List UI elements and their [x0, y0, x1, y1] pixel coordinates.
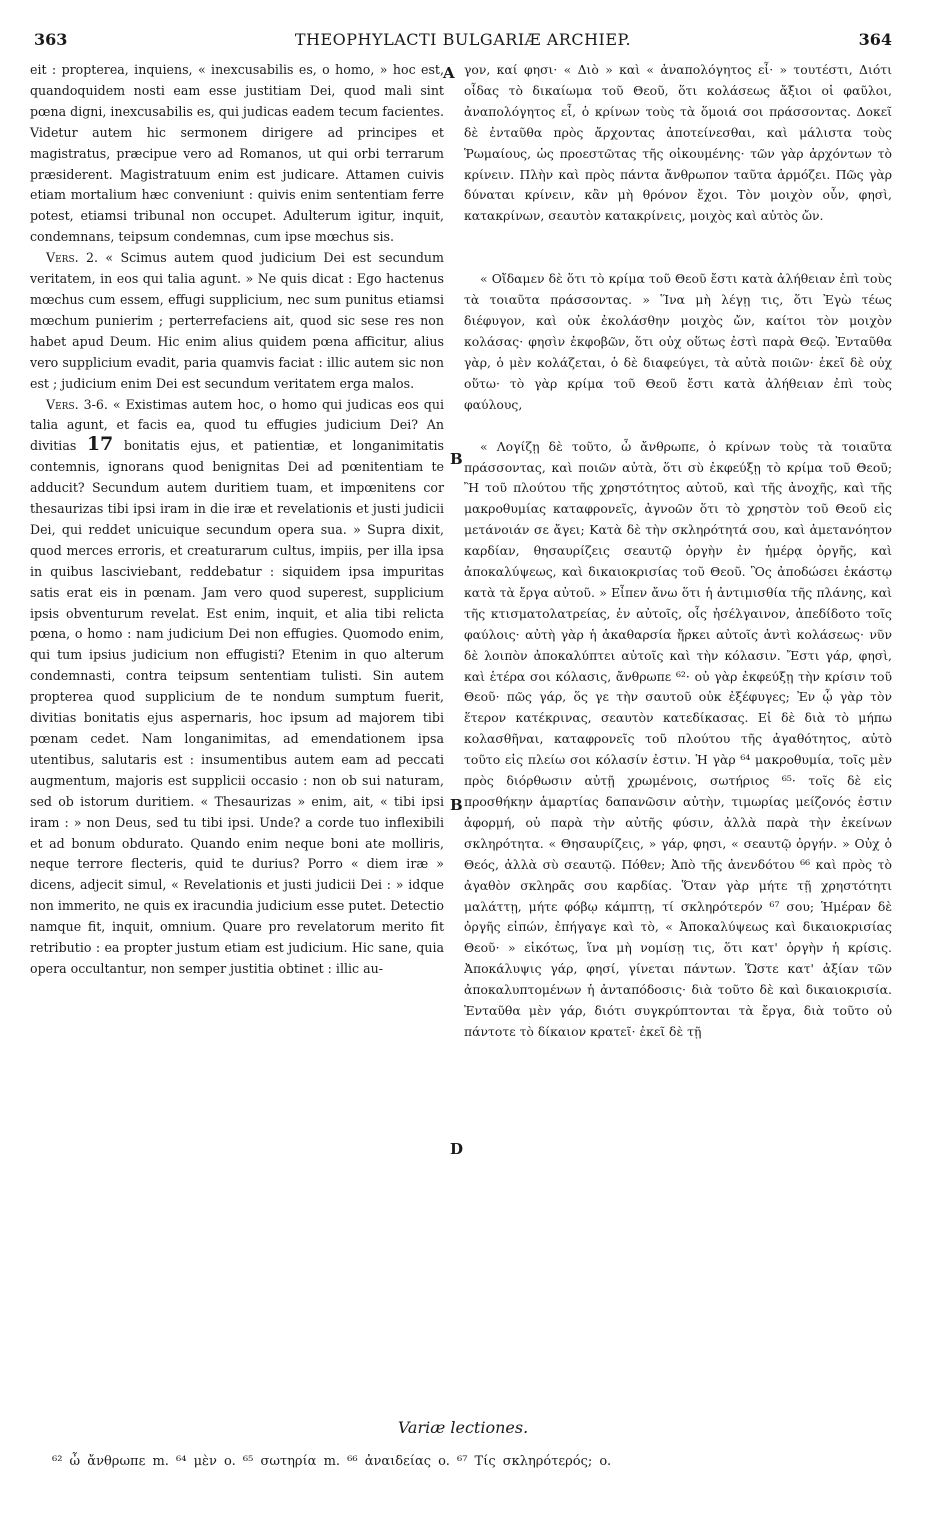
margin-marker-b: B: [450, 450, 463, 468]
paragraph-gap: [464, 416, 892, 437]
page: [30, 28, 896, 1518]
running-title: THEOPHYLACTI BULGARIÆ ARCHIEP.: [294, 30, 632, 49]
running-head: [30, 28, 896, 56]
column-number: 17: [86, 433, 114, 456]
greek-paragraph: « Λογίζῃ δὲ τοῦτο, ὦ ἄνθρωπε, ὁ κρίνων τοὺς τὰ τοιαῦτα πράσσοντας, καὶ ποιῶν αὐτὰ, ὅτι σὺ ἐκφεύξῃ τὸ κρίμα τοῦ Θεοῦ; Ἢ τοῦ πλούτου τῆς χρηστότητος αὐτοῦ, καὶ τῆς ἀνοχῆς, καὶ τῆς μακροθυμίας καταφρονεῖς, ἀγνοῶν ὅτι τὸ χρηστὸν τοῦ Θεοῦ εἰς μετάνοιάν σε ἄγει; Κατὰ δὲ τὴν σκληρότητά σου, καὶ ἀμετανόητον καρδίαν, θησαυρίζεις σεαυτῷ ὀργὴν ἐν ἡμέρᾳ ὀργῆς, καὶ ἀποκαλύψεως, καὶ δικαιοκρισίας τοῦ Θεοῦ. Ὃς ἀποδώσει ἑκάστῳ κατὰ τὰ ἔργα αὐτοῦ. » Εἶπεν ἄνω ὅτι ἡ ἀντιμισθία τῆς πλάνης, καὶ τῆς κτισματολατρείας, ἐν αὐτοῖς, οἷς ἠσέλγαινον, ἀπεδίδοτο τοῖς φαύλοις· αὐτὴ γὰρ ἡ ἀκαθαρσία ἤρκει αὐτοῖς ἀντὶ κολάσεως· νῦν δὲ λοιπὸν ἀποκαλύπτει αὐτοῖς καὶ τὴν κόλασιν. Ἔστι γάρ, φησὶ, καὶ ἑτέρα σοι κόλασις, ἄνθρωπε ⁶²· οὐ γὰρ ἐκφεύξῃ τὴν κρίσιν τοῦ Θεοῦ· πῶς γάρ, ὅς γε τὴν σαυτοῦ οὐκ ἐξέφυγες; Ἐν ᾧ γὰρ τὸν ἕτερον κατέκρινας, σεαυτὸν κατεδίκασας. Εἰ δὲ διὰ τὸ μήπω κολασθῆναι, καταφρονεῖς τοῦ πλούτου τῆς ἀγαθότητος, αὐτὸ τοῦτο εἰς πλείω σοι κόλασίν ἐστιν. Ἡ γὰρ ⁶⁴ μακροθυμία, τοῖς μὲν πρὸς διόρθωσιν αὐτῇ χρωμένοις, σωτήριος ⁶⁵· τοῖς δὲ εἰς προσθήκην ἁμαρτίας δαπανῶσιν αὐτὴν, τιμωρίας μείζονός ἐστιν ἀφορμή, οὐ παρὰ τὴν αὐτῆς φύσιν, ἀλλὰ παρὰ τὴν ἐκείνων σκληρότητα. « Θησαυρίζεις, » γάρ, φησι, « σεαυτῷ ὀργήν. » Οὐχ ὁ Θεός, ἀλλὰ σὺ σεαυτῷ. Πόθεν; Ἀπὸ τῆς ἀνενδότου ⁶⁶ καὶ πρὸς τὸ ἀγαθὸν σκληρᾶς σου καρδίας. Ὅταν γὰρ μήτε τῇ χρηστότητι μαλάττῃ, μήτε φόβῳ κάμπτῃ, τί σκληρότερόν ⁶⁷ σου; Ἡμέραν δὲ ὀργῆς εἰπών, ἐπήγαγε καὶ τὸ, « Ἀποκαλύψεως καὶ δικαιοκρισίας Θεοῦ· » εἰκότως, ἵνα μὴ νομίσῃ τις, ὅτι κατ' ὀργὴν ἡ κρίσις. Ἀποκάλυψις γάρ, φησί, γίνεται πάντων. Ὥστε κατ' ἀξίαν τῶν ἀποκαλυπτομένων ἡ ἀνταπόδοσις· διὰ τοῦτο δὲ καὶ δικαιοκρισία. Ἐνταῦθα μὲν γάρ, διότι συγκρύπτονται τὰ ἔργα, διὰ τοῦτο οὐ πάντοτε τὸ δίκαιον κρατεῖ· ἐκεῖ δὲ τῇ: [464, 438, 892, 1039]
page-number-right: 364: [858, 30, 892, 49]
margin-marker-b: B: [450, 796, 463, 814]
page-number-left: 363: [34, 30, 68, 49]
latin-paragraph: [30, 395, 444, 980]
latin-paragraph-text: bonitatis ejus, et patientiæ, et longanimitatis contemnis, ignorans quod benignitas Dei ad pœnitentiam te adducit? Secundum autem duritiem tuam, et impœnitens cor thesaurizas tibi ipsi iram in die iræ et revelationis et justi judicii Dei, qui reddet unicuique secundum opera sua. » Supra dixit, quod merces erroris, et creaturarum cultus, impiis, per illa ipsa in quibus lasciviebant, reddebatur : siquidem ipsa impuritas satis erat eis in pœnam. Jam vero quod superest, supplicium ipsis obventurum revelat. Est enim, inquit, et alia tibi relicta pœna, o homo : nam judicium Dei non effugies. Quomodo enim, qui tum ipsius judicium non effugisti? Etenim in quo alterum condemnasti, contra teipsum sententiam tulisti. Sin autem propterea quod supplicium de te nondum sumptum fuerit, divitias bonitatis ejus aspernaris, hoc ipsum ad majorem tibi pœnam cedet. Nam longanimitas, ad emendationem ipsa utentibus, salutaris est : insumentibus autem eam ad peccati augmentum, majoris est supplicii occasio : non ob sui naturam, sed ob istorum duritiem. « Thesaurizas » enim, ait, « tibi ipsi iram : » non Deus, sed tu tibi ipsi. Unde? a corde tuo inflexibili et ad bonum obdurato. Quando enim neque boni ate molliris, neque terrore flecteris, quid te durius? Porro « diem iræ » dicens, adjecit simul, « Revelationis et justi judicii Dei : » idque non immerito, ne quis ex iracundia judicium esse putet. Detectio namque fit, inquit, omnium. Quare pro revelatorum merito fit retributio : ea propter justum etiam est judicium. Hic sane, quia opera occultantur, non semper justitia obtinet : illic au-: [30, 438, 444, 976]
variant-readings-notes: ⁶² ὦ ἄνθρωπε m. ⁶⁴ μὲν o. ⁶⁵ σωτηρία m. ⁶⁶ ἀναιδείας o. ⁶⁷ Τίς σκληρότερός; o.: [52, 1454, 612, 1469]
greek-paragraph: « Οἴδαμεν δὲ ὅτι τὸ κρίμα τοῦ Θεοῦ ἔστι κατὰ ἀλήθειαν ἐπὶ τοὺς τὰ τοιαῦτα πράσσοντας. » Ἵνα μὴ λέγῃ τις, ὅτι Ἐγὼ τέως διέφυγον, καὶ οὐκ ἐκολάσθην μοιχὸς ὤν, καίτοι τὸν μοιχὸν κολάσας· φησὶν ἐκφοβῶν, ὅτι οὐχ οὕτως ἐστὶ παρὰ Θεῷ. Ἐνταῦθα γὰρ, ὁ μὲν κολάζεται, ὁ δὲ διαφεύγει, τὰ αὐτὰ ποιῶν· ἐκεῖ δὲ οὐχ οὕτω· τὸ γὰρ κρίμα τοῦ Θεοῦ ἔστι κατὰ ἀλήθειαν ἐπὶ τοὺς φαύλους,: [464, 271, 892, 412]
greek-paragraph: γον, καί φησι· « Διὸ » καὶ « ἀναπολόγητος εἶ· » τουτέστι, Διότι οἶδας τὸ δικαίωμα τοῦ Θεοῦ, ὅτι κολάσεως ἄξιοι οἱ φαῦλοι, ἀναπολόγητος εἶ, ὁ κρίνων τοὺς τὰ ὅμοιά σοι πράσσοντας. Δοκεῖ δὲ ἐνταῦθα πρὸς ἄρχοντας ἀποτείνεσθαι, καὶ μάλιστα τοὺς Ῥωμαίους, ὡς προεστῶτας τῆς οἰκουμένης· τῶν γὰρ ἀρχόντων τὸ κρίνειν. Πλὴν καὶ πρὸς πάντα ἄνθρωπον ταῦτα ἁρμόζει. Πῶς γὰρ δύναται κρίνειν, κἂν μὴ θρόνον ἔχοι. Τὸν μοιχὸν οὖν, φησὶ, κατακρίνων, σεαυτὸν κατακρίνεις, μοιχὸς καὶ αὐτὸς ὤν.: [464, 62, 892, 224]
margin-marker-d: D: [450, 1140, 464, 1158]
latin-column: [30, 60, 444, 980]
margin-marker-a: A: [443, 64, 455, 82]
verse-label: Vers. 2.: [46, 250, 99, 266]
paragraph-gap: [464, 227, 892, 269]
latin-paragraph-text: « Scimus autem quod judicium Dei est secundum veritatem, in eos qui talia agunt. » Ne quis dicat : Ego hactenus mœchus cum essem, effugi supplicium, nec sum punitus etiamsi mœchum punierim ; perterrefaciens ait, quod sic sese res non habet apud Deum. Hic enim alius quidem pœna afficitur, alius vero supplicium evadit, paria quamvis faciat : illic autem sic non est ; judicium enim Dei est secundum veritatem erga malos.: [30, 250, 444, 391]
latin-paragraph-text: « Existimas autem hoc, o homo qui judicas eos qui talia agunt, et facis ea, quod tu effugies judicium Dei? An divitias: [30, 396, 444, 454]
latin-paragraph: [30, 248, 444, 394]
latin-paragraph: eit : propterea, inquiens, « inexcusabilis es, o homo, » hoc est, quandoquidem nosti eam esse justitiam Dei, quod mali sint pœna digni, inexcusabilis es, qui judicas eadem tecum facientes. Videtur autem hic sermonem dirigere ad principes et magistratus, præcipue vero ad Romanos, ut qui orbi terrarum præsiderent. Magistratuum enim est judicare. Attamen cuivis etiam mortalium hæc conveniunt : quivis enim sententiam ferre potest, etiamsi tribunal non occupet. Adulterum igitur, inquit, condemnans, teipsum condemnas, cum ipse mœchus sis.: [30, 62, 444, 245]
greek-column: [464, 60, 892, 1043]
variant-readings-title: Variæ lectiones.: [397, 1418, 529, 1437]
verse-label: Vers. 3-6.: [46, 396, 108, 412]
